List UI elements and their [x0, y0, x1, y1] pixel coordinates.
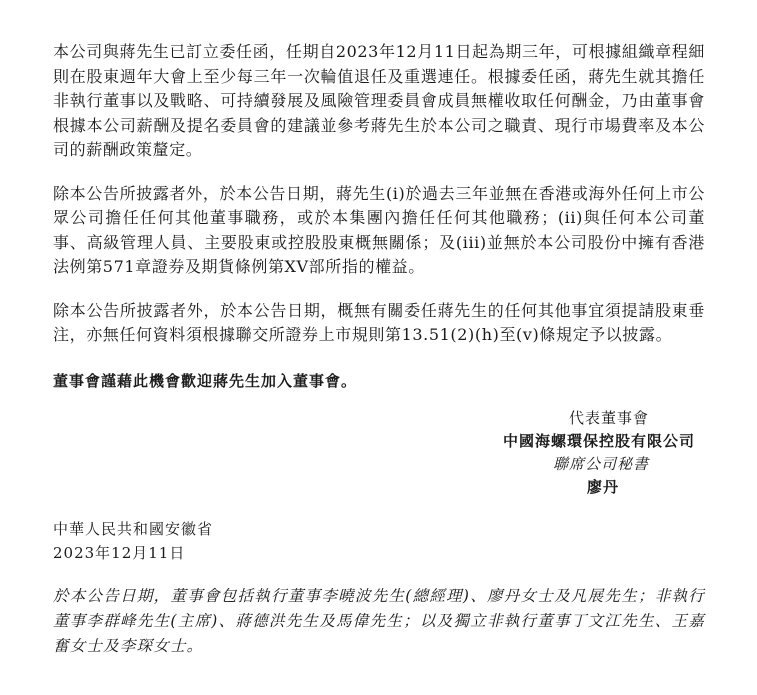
appointment-letter-paragraph: 本公司與蔣先生已訂立委任函，任期自2023年12月11日起為期三年，可根據組織章程細則在股東週年大會上至少每三年一次輪值退任及重選連任。根據委任函，蔣先生就其擔任非執行董事以及戰略、可持續發展及風險管理委員會成員無權收取任何酬金，乃由董事會根據本公司薪酬及提名委員會的建議並參考蔣先生於本公司之職責、現行市場費率及本公司的薪酬政策釐定。	[53, 42, 705, 159]
company-name: 中國海螺環保控股有限公司	[502, 431, 695, 450]
other-matters-paragraph: 除本公告所披露者外，於本公告日期，概無有關委任蔣先生的任何其他事宜須提請股東垂注，亦無任何資料須根據聯交所證券上市規則第13.51(2)(h)至(v)條規定予以披露。	[53, 300, 705, 344]
announcement-page	[53, 40, 705, 674]
signature-block	[53, 407, 705, 499]
date: 2023年12月11日	[53, 543, 186, 562]
signatory-name: 廖丹	[586, 477, 619, 496]
on-behalf-label: 代表董事會	[568, 408, 649, 427]
disclosure-paragraph: 除本公告所披露者外，於本公告日期，蔣先生(i)於過去三年並無在香港或海外任何上市公眾公司擔任任何其他董事職務，或於本集團內擔任任何其他職務；(ii)與任何本公司董事、高級管理人員、主要股東或控股股東概無關係；及(iii)並無於本公司股份中擁有香港法例第571章證券及期貨條例第XV部所指的權益。	[53, 183, 705, 276]
welcome-statement: 董事會謹藉此機會歡迎蔣先生加入董事會。	[53, 371, 358, 390]
signatory-role: 聯席公司秘書	[552, 454, 649, 473]
place: 中華人民共和國安徽省	[53, 519, 214, 538]
place-date-block	[53, 517, 705, 565]
board-composition: 於本公告日期，董事會包括執行董事李曉波先生(總經理)、廖丹女士及凡展先生；非執行董事李群峰先生(主席)、蔣德洪先生及馬偉先生；以及獨立非執行董事丁文江先生、王嘉奮女士及李琛女士。	[53, 586, 705, 655]
